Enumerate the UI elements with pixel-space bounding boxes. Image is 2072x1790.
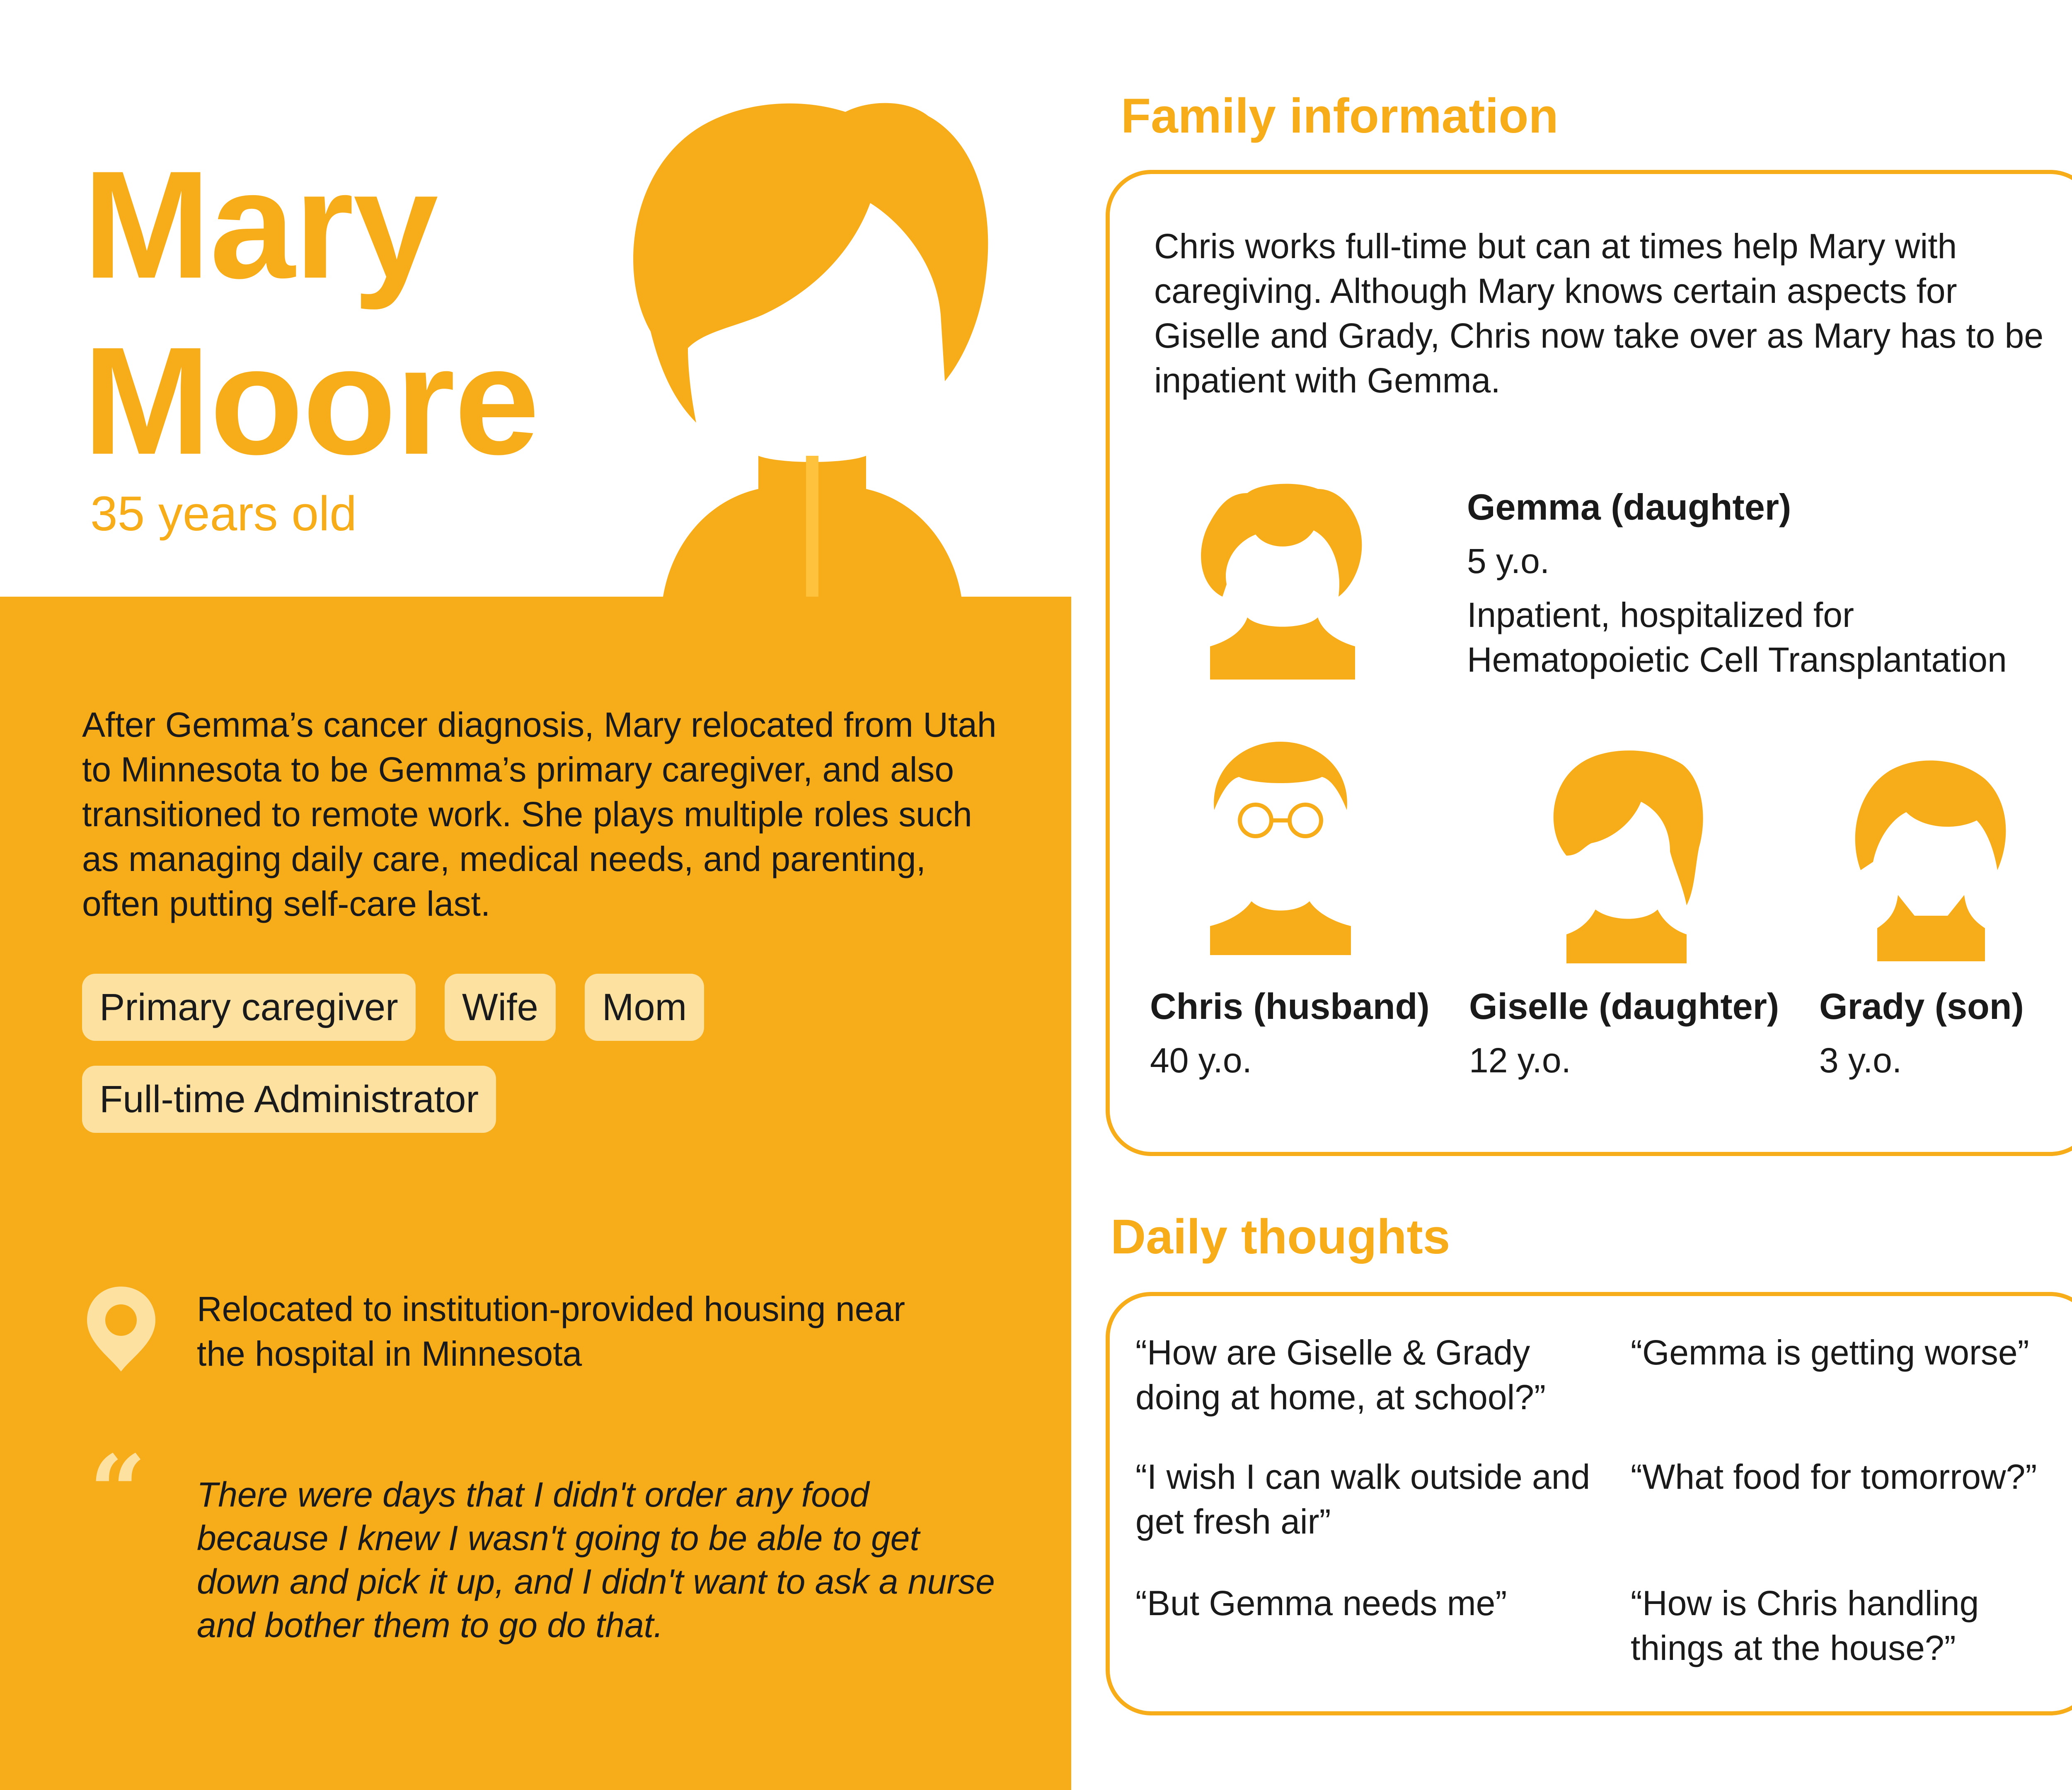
grady-name: Grady (son) <box>1819 986 2024 1027</box>
chris-name: Chris (husband) <box>1150 986 1430 1027</box>
giselle-name: Giselle (daughter) <box>1469 986 1779 1027</box>
role-tag: Wife <box>445 974 556 1041</box>
first-name: Mary <box>83 139 438 310</box>
role-tags <box>82 974 1002 1133</box>
giselle-age: 12 y.o. <box>1469 1041 1571 1080</box>
family-intro: Chris works full-time but can at times help Mary with caregiving. Although Mary knows certain aspects for Giselle and Grady, Chris now take over as Mary has to be inpatient with Gemma. <box>1154 227 2044 400</box>
location-text: Relocated to institution-provided housing near the hospital in Minnesota <box>197 1289 905 1373</box>
chris-age: 40 y.o. <box>1150 1041 1252 1080</box>
section-title-family: Family information <box>1121 89 1559 143</box>
portrait-avatar-icon <box>622 99 1003 597</box>
section-title-daily-thoughts: Daily thoughts <box>1111 1209 1450 1264</box>
role-tag: Primary caregiver <box>82 974 416 1041</box>
thought-item: “What food for tomorrow?” <box>1631 1457 2037 1496</box>
gemma-name: Gemma (daughter) <box>1467 486 1791 527</box>
chris-avatar-icon <box>1206 740 1355 955</box>
persona-name <box>83 137 539 489</box>
thought-item: “Gemma is getting worse” <box>1631 1333 2029 1372</box>
grady-age: 3 y.o. <box>1819 1041 1902 1080</box>
quote-mark-icon: “ <box>89 1433 147 1550</box>
persona-age: 35 years old <box>90 486 357 541</box>
grady-avatar-icon <box>1852 758 2010 961</box>
persona-bio: After Gemma’s cancer diagnosis, Mary relocated from Utah to Minnesota to be Gemma’s primary caregiver, and also transitioned to remote work. She plays multiple roles such as managing daily care, medical needs, and parenting, often putting self-care last. <box>82 705 997 923</box>
gemma-note: Inpatient, hospitalized for Hematopoietic Cell Transplantation <box>1467 595 2007 679</box>
thought-item: “How are Giselle & Grady doing at home, at school?” <box>1135 1333 1546 1417</box>
gemma-avatar-icon <box>1198 481 1368 680</box>
thought-item: “How is Chris handling things at the house?” <box>1631 1584 1979 1667</box>
persona-quote: There were days that I didn't order any food because I knew I wasn't going to be able to get down and pick it up, and I didn't want to ask a nurse and bother them to go do that. <box>197 1475 995 1645</box>
gemma-age: 5 y.o. <box>1467 542 1550 581</box>
thought-item: “But Gemma needs me” <box>1135 1584 1507 1623</box>
giselle-avatar-icon <box>1550 748 1707 963</box>
role-tag: Mom <box>585 974 704 1041</box>
role-tag: Full-time Administrator <box>82 1066 496 1133</box>
thought-item: “I wish I can walk outside and get fresh air” <box>1135 1457 1590 1541</box>
last-name: Moore <box>83 315 539 486</box>
location-pin-icon <box>85 1284 157 1374</box>
